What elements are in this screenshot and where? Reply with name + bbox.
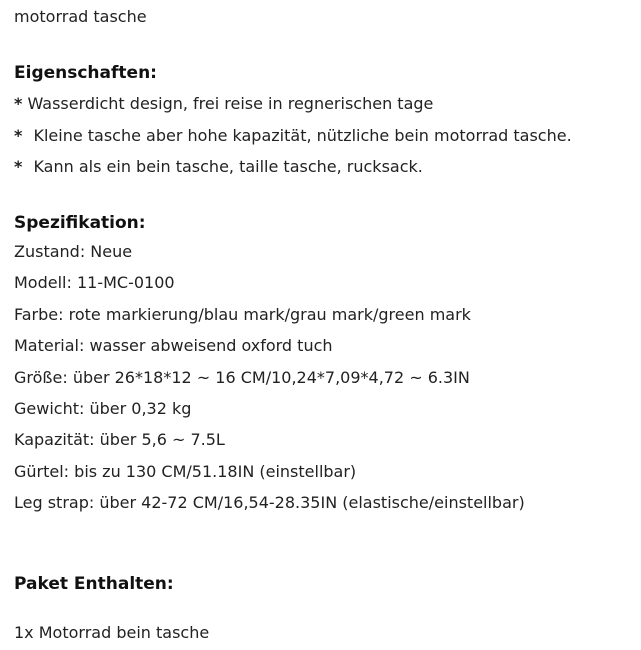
spec-line: Zustand: Neue [14, 242, 133, 261]
bullet-marker: * [14, 157, 23, 176]
feature-item [14, 126, 572, 146]
spec-line: Gürtel: bis zu 130 CM/51.18IN (einstellbar) [14, 462, 357, 481]
feature-text: Kann als ein bein tasche, taille tasche, rucksack. [33, 157, 423, 176]
feature-item [14, 157, 423, 177]
specs-heading: Spezifikation: [14, 213, 146, 233]
feature-text: Kleine tasche aber hohe kapazität, nützliche bein motorrad tasche. [33, 126, 572, 145]
bullet-marker: * [14, 94, 23, 113]
product-title: motorrad tasche [14, 7, 147, 26]
spec-line: Modell: 11-MC-0100 [14, 273, 175, 292]
package-heading: Paket Enthalten: [14, 574, 174, 594]
spec-line: Gewicht: über 0,32 kg [14, 399, 192, 418]
feature-item [14, 94, 433, 114]
feature-text: Wasserdicht design, frei reise in regnerischen tage [27, 94, 434, 113]
spec-line: Farbe: rote markierung/blau mark/grau mark/green mark [14, 305, 471, 324]
package-item: 1x Motorrad bein tasche [14, 623, 210, 642]
features-heading: Eigenschaften: [14, 63, 157, 83]
spec-line: Leg strap: über 42-72 CM/16,54-28.35IN (elastische/einstellbar) [14, 493, 525, 512]
spec-line: Kapazität: über 5,6 ~ 7.5L [14, 430, 225, 449]
bullet-marker: * [14, 126, 23, 145]
spec-line: Größe: über 26*18*12 ~ 16 CM/10,24*7,09*4,72 ~ 6.3IN [14, 368, 470, 387]
spec-line: Material: wasser abweisend oxford tuch [14, 336, 333, 355]
